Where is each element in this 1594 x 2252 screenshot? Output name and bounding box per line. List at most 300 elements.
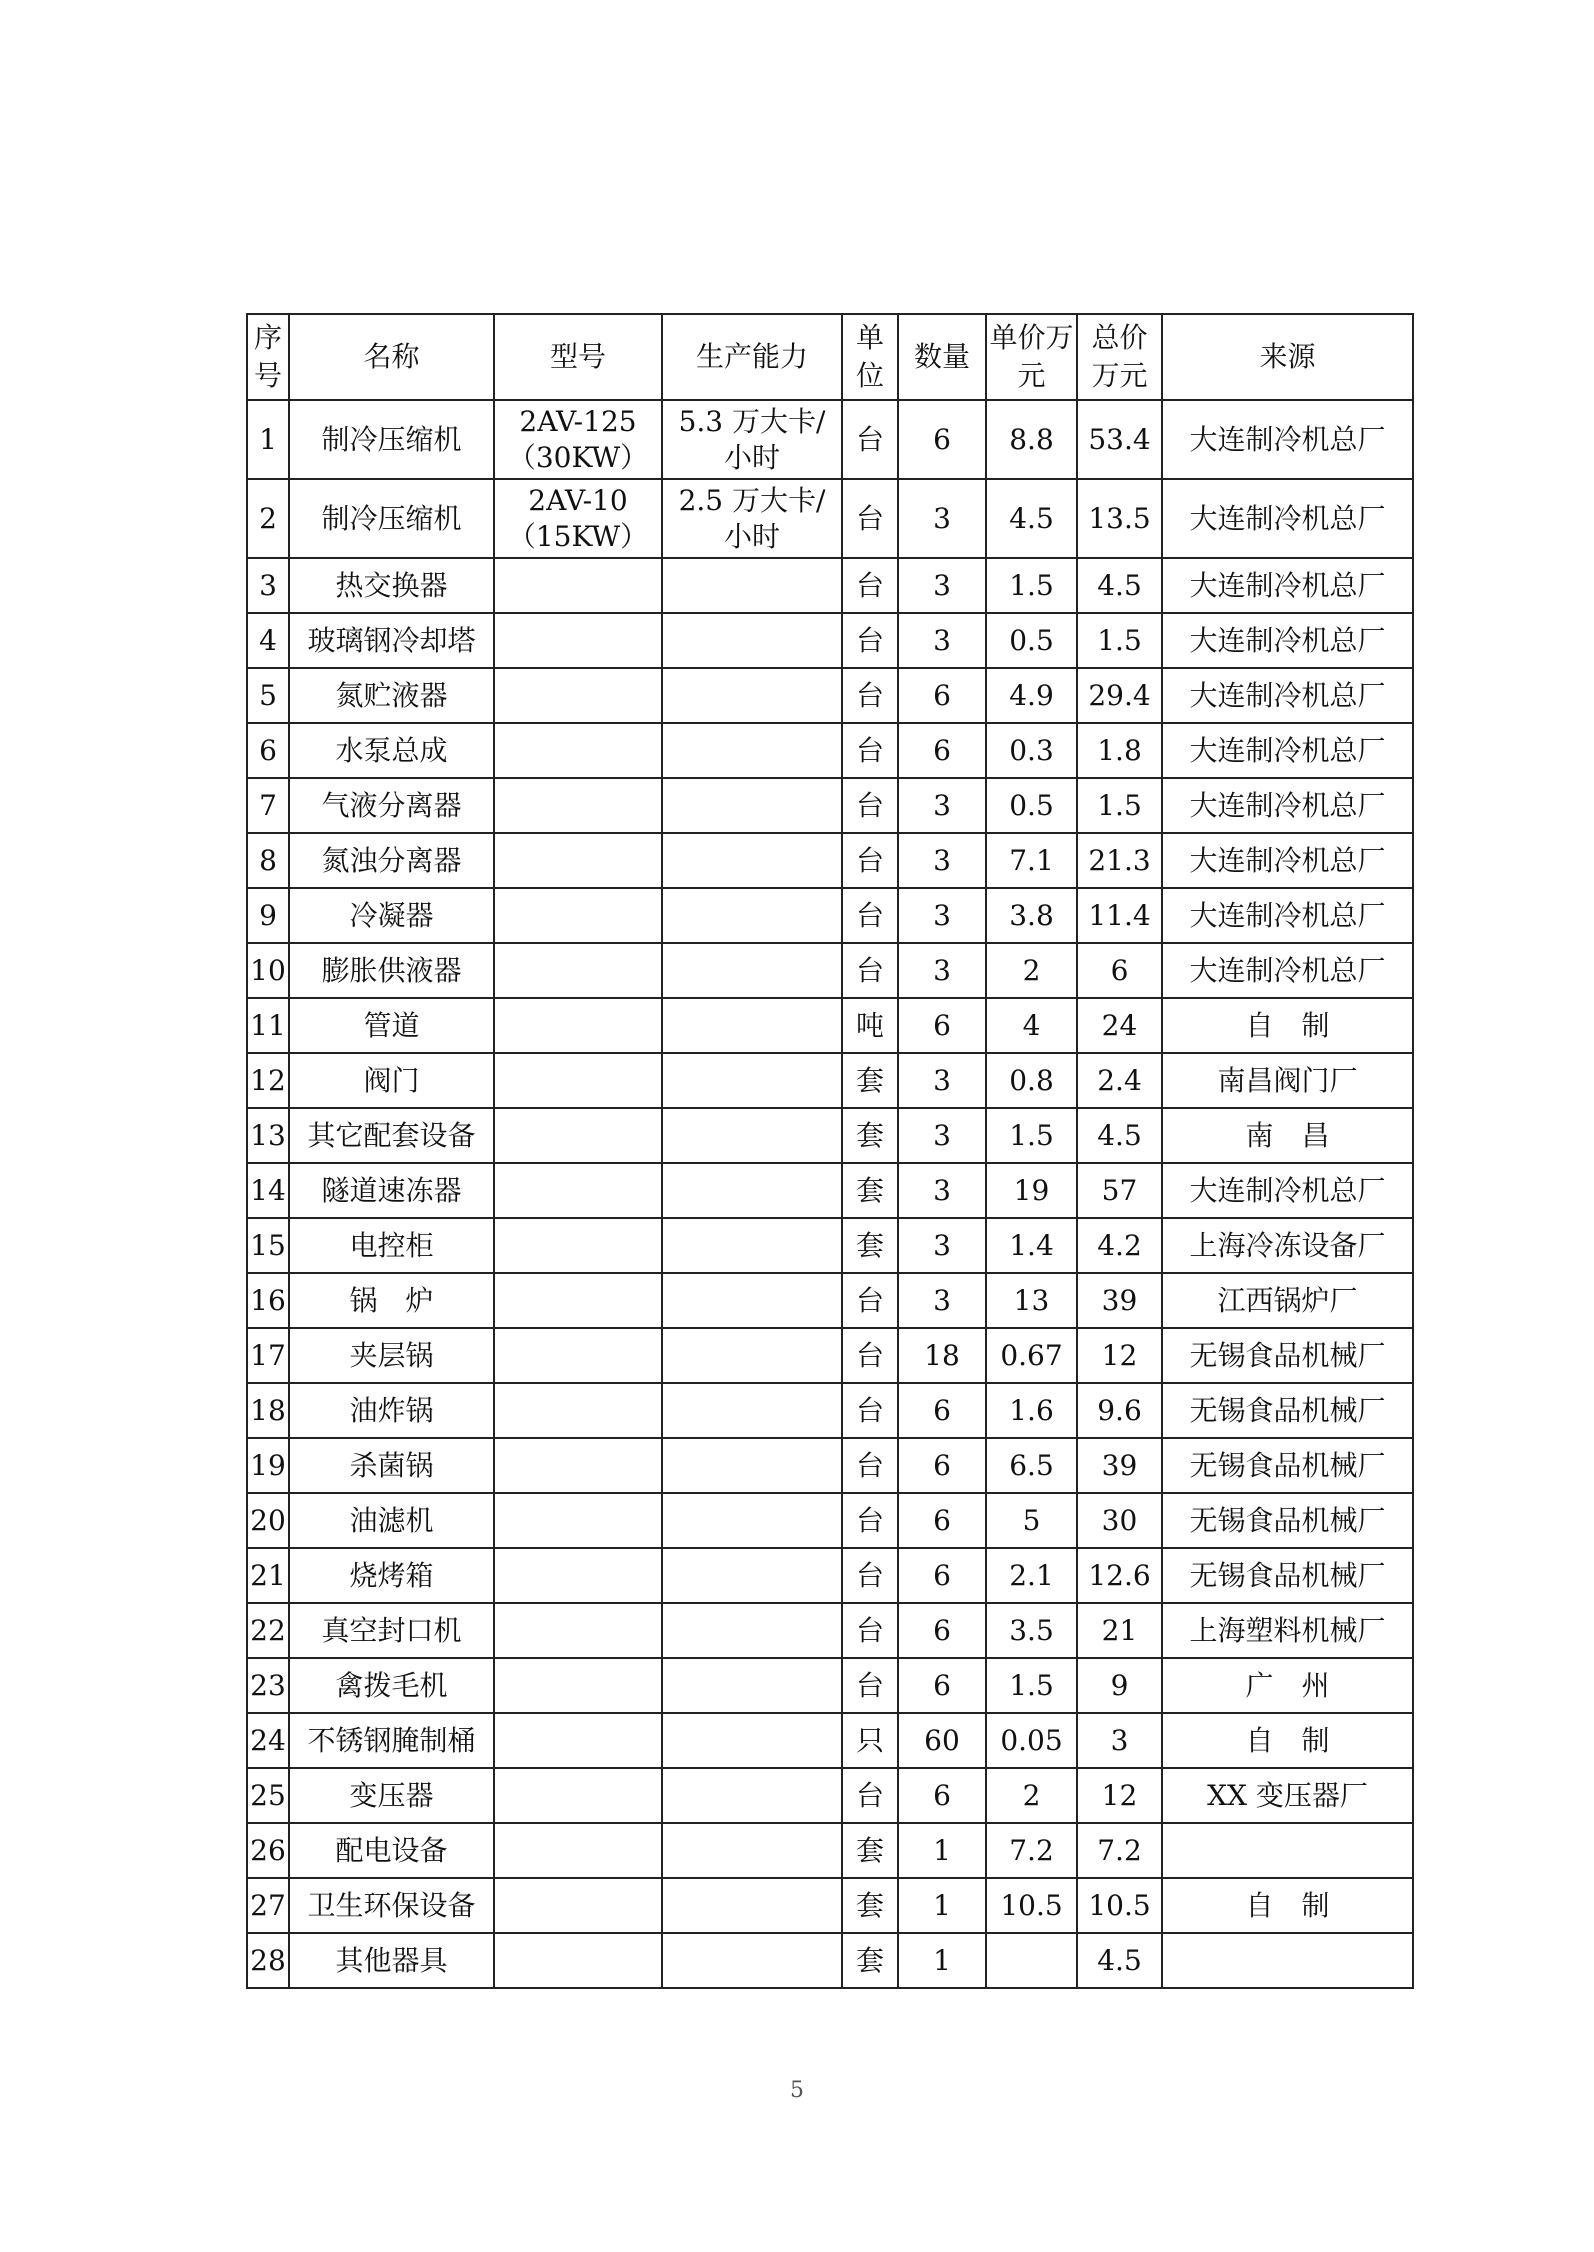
cell-capacity: [662, 1218, 842, 1273]
cell-qty-text: 6: [933, 422, 951, 456]
cell-name: [289, 943, 494, 998]
cell-capacity: [662, 400, 842, 479]
cell-name-text: 膨胀供液器: [321, 953, 462, 987]
table-row: [247, 400, 1413, 479]
cell-qty-text: 6: [933, 1558, 951, 1592]
cell-model-text: 2AV-10 （15KW）: [507, 483, 649, 553]
cell-name: [289, 888, 494, 943]
cell-no: [247, 558, 289, 613]
cell-unit-price: [986, 1933, 1077, 1988]
cell-no-text: 4: [259, 623, 277, 657]
cell-qty-text: 3: [933, 1228, 951, 1262]
cell-total-price-text: 4.2: [1097, 1228, 1142, 1262]
table-row: [247, 1548, 1413, 1603]
table-row: [247, 943, 1413, 998]
cell-unit-price: [986, 778, 1077, 833]
cell-no-text: 2: [259, 501, 277, 535]
cell-qty: [898, 1328, 986, 1383]
cell-no: [247, 1218, 289, 1273]
header-no-text: 序号: [253, 321, 282, 392]
table-row: [247, 1603, 1413, 1658]
cell-qty-text: 6: [933, 1668, 951, 1702]
cell-name-text: 真空封口机: [321, 1613, 462, 1647]
cell-unit-price-text: 2: [1022, 1778, 1041, 1812]
cell-model: [494, 1438, 662, 1493]
cell-no-text: 14: [250, 1173, 286, 1207]
cell-source: [1162, 998, 1413, 1053]
cell-total-price-text: 21.3: [1088, 843, 1151, 877]
cell-name: [289, 1273, 494, 1328]
cell-total-price: [1077, 833, 1162, 888]
cell-no-text: 9: [259, 898, 277, 932]
cell-model: [494, 723, 662, 778]
table-row: [247, 613, 1413, 668]
cell-name: [289, 1933, 494, 1988]
cell-no: [247, 1273, 289, 1328]
table-row: [247, 1383, 1413, 1438]
cell-unit-text: 台: [855, 1338, 884, 1372]
cell-unit: [842, 1768, 898, 1823]
cell-no: [247, 998, 289, 1053]
cell-unit-price: [986, 613, 1077, 668]
cell-source-text: 南 昌: [1245, 1118, 1330, 1152]
cell-qty: [898, 1713, 986, 1768]
cell-qty: [898, 1823, 986, 1878]
cell-source-text: 江西锅炉厂: [1217, 1283, 1358, 1317]
cell-unit-text: 台: [855, 1668, 884, 1702]
cell-total-price-text: 10.5: [1088, 1888, 1151, 1922]
cell-unit-price: [986, 558, 1077, 613]
cell-name: [289, 1548, 494, 1603]
cell-unit-text: 套: [855, 1063, 884, 1097]
cell-no-text: 5: [259, 678, 277, 712]
cell-total-price-text: 1.8: [1097, 733, 1142, 767]
cell-source-text: 无锡食品机械厂: [1189, 1448, 1386, 1482]
cell-no: [247, 1713, 289, 1768]
cell-unit-text: 套: [855, 1173, 884, 1207]
cell-qty: [898, 1768, 986, 1823]
cell-total-price-text: 53.4: [1088, 422, 1151, 456]
table-row: [247, 1878, 1413, 1933]
cell-unit-text: 台: [855, 953, 884, 987]
cell-unit-price-text: 1.5: [1009, 1118, 1054, 1152]
cell-model: [494, 1933, 662, 1988]
cell-name-text: 夹层锅: [349, 1338, 434, 1372]
cell-total-price-text: 24: [1101, 1008, 1138, 1042]
cell-total-price-text: 4.5: [1097, 1118, 1142, 1152]
cell-total-price: [1077, 1218, 1162, 1273]
cell-qty-text: 3: [933, 953, 951, 987]
cell-total-price-text: 30: [1101, 1503, 1138, 1537]
cell-capacity: [662, 1768, 842, 1823]
cell-qty: [898, 943, 986, 998]
cell-qty-text: 6: [933, 1008, 951, 1042]
cell-capacity: [662, 1878, 842, 1933]
cell-source-text: 自 制: [1245, 1888, 1330, 1922]
cell-source: [1162, 558, 1413, 613]
cell-model: [494, 668, 662, 723]
cell-unit-price: [986, 1493, 1077, 1548]
cell-model: [494, 479, 662, 558]
cell-source: [1162, 1548, 1413, 1603]
cell-unit-price: [986, 1878, 1077, 1933]
cell-name: [289, 778, 494, 833]
table-row: [247, 558, 1413, 613]
cell-name-text: 其他器具: [335, 1943, 448, 1977]
cell-model: [494, 1053, 662, 1108]
header-total-price: [1077, 314, 1162, 400]
cell-total-price: [1077, 479, 1162, 558]
cell-capacity: [662, 1053, 842, 1108]
cell-no: [247, 1053, 289, 1108]
cell-unit-price-text: 1.5: [1009, 1668, 1054, 1702]
cell-unit: [842, 723, 898, 778]
cell-model: [494, 613, 662, 668]
cell-capacity: [662, 1658, 842, 1713]
cell-total-price: [1077, 1713, 1162, 1768]
cell-no-text: 8: [259, 843, 277, 877]
cell-unit-price-text: 19: [1013, 1173, 1050, 1207]
cell-source-text: 无锡食品机械厂: [1189, 1393, 1386, 1427]
cell-model: [494, 1383, 662, 1438]
cell-source-text: 大连制冷机总厂: [1189, 953, 1386, 987]
cell-unit: [842, 778, 898, 833]
cell-qty-text: 6: [933, 1503, 951, 1537]
cell-unit-price: [986, 1658, 1077, 1713]
cell-total-price-text: 21: [1101, 1613, 1138, 1647]
table-row: [247, 1273, 1413, 1328]
cell-source-text: 大连制冷机总厂: [1189, 422, 1386, 456]
cell-unit-price-text: 10.5: [1000, 1888, 1063, 1922]
cell-source: [1162, 1658, 1413, 1713]
cell-unit-text: 台: [855, 1613, 884, 1647]
cell-total-price: [1077, 668, 1162, 723]
cell-no-text: 15: [250, 1228, 286, 1262]
cell-capacity: [662, 668, 842, 723]
cell-unit-price: [986, 1218, 1077, 1273]
cell-unit-price: [986, 1823, 1077, 1878]
cell-unit-price-text: 3.8: [1009, 898, 1054, 932]
cell-model: [494, 1273, 662, 1328]
cell-source: [1162, 1383, 1413, 1438]
cell-unit-price-text: 4.5: [1009, 501, 1054, 535]
cell-unit-text: 台: [855, 733, 884, 767]
cell-qty: [898, 1163, 986, 1218]
cell-unit: [842, 1053, 898, 1108]
cell-unit-price-text: 0.5: [1009, 623, 1054, 657]
cell-unit-text: 台: [855, 843, 884, 877]
cell-source: [1162, 668, 1413, 723]
cell-qty-text: 3: [933, 1063, 951, 1097]
cell-capacity: [662, 833, 842, 888]
cell-unit-price: [986, 833, 1077, 888]
cell-qty-text: 3: [933, 843, 951, 877]
cell-total-price: [1077, 558, 1162, 613]
cell-total-price: [1077, 1823, 1162, 1878]
cell-total-price: [1077, 723, 1162, 778]
cell-model: [494, 1328, 662, 1383]
cell-total-price: [1077, 1108, 1162, 1163]
cell-qty-text: 6: [933, 1393, 951, 1427]
cell-source: [1162, 943, 1413, 998]
cell-source: [1162, 723, 1413, 778]
cell-source: [1162, 1218, 1413, 1273]
cell-total-price-text: 29.4: [1088, 678, 1151, 712]
cell-no-text: 3: [259, 568, 277, 602]
cell-qty: [898, 998, 986, 1053]
cell-unit: [842, 1108, 898, 1163]
table-row: [247, 1933, 1413, 1988]
cell-unit: [842, 1218, 898, 1273]
cell-unit-price-text: 1.6: [1009, 1393, 1054, 1427]
cell-name-text: 隧道速冻器: [321, 1173, 462, 1207]
header-source: 来源: [1162, 314, 1413, 400]
cell-name-text: 制冷压缩机: [321, 501, 462, 535]
cell-name: [289, 400, 494, 479]
cell-qty-text: 6: [933, 678, 951, 712]
cell-total-price: [1077, 1273, 1162, 1328]
cell-unit-price-text: 7.2: [1009, 1833, 1054, 1867]
cell-name: [289, 1218, 494, 1273]
cell-capacity: [662, 479, 842, 558]
cell-unit: [842, 479, 898, 558]
cell-source-text: 大连制冷机总厂: [1189, 501, 1386, 535]
cell-unit-price: [986, 943, 1077, 998]
cell-capacity-text: 5.3 万大卡/ 小时: [678, 404, 826, 474]
cell-qty-text: 3: [933, 1283, 951, 1317]
cell-name: [289, 1438, 494, 1493]
cell-model: [494, 943, 662, 998]
cell-total-price: [1077, 1493, 1162, 1548]
cell-total-price: [1077, 1658, 1162, 1713]
cell-source: [1162, 1713, 1413, 1768]
cell-qty-text: 3: [933, 1173, 951, 1207]
cell-no: [247, 1658, 289, 1713]
cell-name: [289, 723, 494, 778]
cell-unit-price-text: 4: [1022, 1008, 1041, 1042]
cell-total-price-text: 39: [1101, 1448, 1138, 1482]
cell-no-text: 28: [250, 1943, 286, 1977]
cell-total-price-text: 6: [1110, 953, 1129, 987]
cell-name-text: 冷凝器: [349, 898, 434, 932]
cell-model: [494, 1713, 662, 1768]
cell-unit-price-text: 1.5: [1009, 568, 1054, 602]
cell-unit: [842, 1438, 898, 1493]
cell-qty-text: 3: [933, 1118, 951, 1152]
cell-no-text: 26: [250, 1833, 286, 1867]
cell-unit: [842, 1493, 898, 1548]
cell-qty: [898, 778, 986, 833]
cell-total-price-text: 9.6: [1097, 1393, 1142, 1427]
cell-qty: [898, 888, 986, 943]
cell-capacity: [662, 1273, 842, 1328]
table-row: [247, 1713, 1413, 1768]
cell-name-text: 热交换器: [335, 568, 448, 602]
cell-unit-price: [986, 1053, 1077, 1108]
cell-model: [494, 1163, 662, 1218]
cell-model: [494, 1108, 662, 1163]
cell-qty: [898, 1438, 986, 1493]
cell-name: [289, 1493, 494, 1548]
cell-unit-text: 吨: [855, 1008, 884, 1042]
cell-unit: [842, 1548, 898, 1603]
cell-source-text: 无锡食品机械厂: [1189, 1503, 1386, 1537]
header-unit: [842, 314, 898, 400]
cell-no-text: 13: [250, 1118, 286, 1152]
cell-unit-text: 台: [855, 898, 884, 932]
table-row: [247, 1218, 1413, 1273]
cell-no: [247, 668, 289, 723]
cell-no-text: 23: [250, 1668, 286, 1702]
cell-source: [1162, 1603, 1413, 1658]
cell-unit-price-text: 3.5: [1009, 1613, 1054, 1647]
cell-model: [494, 1658, 662, 1713]
table-row: [247, 1108, 1413, 1163]
cell-qty: [898, 1548, 986, 1603]
table-row: [247, 888, 1413, 943]
cell-no-text: 18: [250, 1393, 286, 1427]
cell-source-text: 大连制冷机总厂: [1189, 898, 1386, 932]
cell-capacity: [662, 998, 842, 1053]
cell-no: [247, 833, 289, 888]
cell-source: [1162, 613, 1413, 668]
cell-no-text: 24: [250, 1723, 286, 1757]
page-number: 5: [790, 2078, 804, 2103]
cell-unit-price: [986, 1383, 1077, 1438]
cell-name: [289, 1658, 494, 1713]
cell-qty-text: 18: [924, 1338, 960, 1372]
cell-name: [289, 1328, 494, 1383]
cell-unit-price-text: 5: [1022, 1503, 1041, 1537]
cell-no: [247, 888, 289, 943]
cell-qty: [898, 1108, 986, 1163]
cell-no: [247, 723, 289, 778]
cell-no: [247, 479, 289, 558]
cell-model-text: 2AV-125 （30KW）: [507, 404, 649, 474]
cell-no: [247, 400, 289, 479]
cell-unit: [842, 1878, 898, 1933]
cell-source-text: 大连制冷机总厂: [1189, 788, 1386, 822]
cell-source-text: 上海冷冻设备厂: [1189, 1228, 1386, 1262]
cell-name: [289, 479, 494, 558]
cell-name: [289, 1053, 494, 1108]
cell-no-text: 20: [250, 1503, 286, 1537]
cell-unit: [842, 943, 898, 998]
cell-unit: [842, 668, 898, 723]
cell-name-text: 杀菌锅: [349, 1448, 434, 1482]
table-header: [247, 314, 1413, 400]
cell-name-text: 氮贮液器: [335, 678, 448, 712]
cell-unit: [842, 1658, 898, 1713]
cell-total-price: [1077, 1383, 1162, 1438]
cell-total-price-text: 12.6: [1088, 1558, 1151, 1592]
cell-no: [247, 1328, 289, 1383]
cell-source-text: 南昌阀门厂: [1217, 1063, 1358, 1097]
cell-total-price: [1077, 1163, 1162, 1218]
cell-no: [247, 1438, 289, 1493]
cell-unit-text: 台: [855, 1503, 884, 1537]
cell-source: [1162, 1768, 1413, 1823]
cell-capacity: [662, 778, 842, 833]
cell-capacity: [662, 558, 842, 613]
cell-capacity: [662, 1603, 842, 1658]
cell-unit-price-text: 0.5: [1009, 788, 1054, 822]
cell-qty-text: 6: [933, 733, 951, 767]
cell-source: [1162, 479, 1413, 558]
cell-unit-text: 台: [855, 422, 884, 456]
cell-unit-price: [986, 1603, 1077, 1658]
cell-unit-price: [986, 1328, 1077, 1383]
cell-capacity: [662, 888, 842, 943]
cell-total-price: [1077, 1603, 1162, 1658]
cell-qty-text: 6: [933, 1448, 951, 1482]
table-row: [247, 1053, 1413, 1108]
cell-total-price: [1077, 778, 1162, 833]
cell-qty: [898, 668, 986, 723]
table-row: [247, 1328, 1413, 1383]
cell-total-price: [1077, 943, 1162, 998]
cell-source-text: 无锡食品机械厂: [1189, 1558, 1386, 1592]
cell-no: [247, 1603, 289, 1658]
table-row: [247, 1658, 1413, 1713]
table-row: [247, 1493, 1413, 1548]
cell-total-price-text: 12: [1101, 1338, 1138, 1372]
cell-unit-price: [986, 998, 1077, 1053]
cell-capacity: [662, 1438, 842, 1493]
cell-model: [494, 1493, 662, 1548]
cell-source-text: 大连制冷机总厂: [1189, 678, 1386, 712]
cell-unit-text: 台: [855, 788, 884, 822]
cell-total-price-text: 4.5: [1097, 1943, 1142, 1977]
header-row: [247, 314, 1413, 400]
cell-unit-price-text: 2.1: [1009, 1558, 1054, 1592]
cell-total-price-text: 11.4: [1088, 898, 1151, 932]
cell-name-text: 锅 炉: [349, 1283, 434, 1317]
cell-model: [494, 778, 662, 833]
cell-name-text: 其它配套设备: [307, 1118, 476, 1152]
cell-capacity: [662, 613, 842, 668]
table-row: [247, 1163, 1413, 1218]
cell-total-price: [1077, 1878, 1162, 1933]
cell-qty: [898, 1493, 986, 1548]
cell-no: [247, 943, 289, 998]
cell-name-text: 油滤机: [349, 1503, 434, 1537]
cell-source-text: 自 制: [1245, 1723, 1330, 1757]
cell-name-text: 气液分离器: [321, 788, 462, 822]
cell-name: [289, 1878, 494, 1933]
cell-no: [247, 1163, 289, 1218]
cell-total-price-text: 2.4: [1097, 1063, 1142, 1097]
cell-total-price: [1077, 888, 1162, 943]
cell-total-price-text: 12: [1101, 1778, 1138, 1812]
cell-total-price: [1077, 400, 1162, 479]
cell-unit-text: 套: [855, 1943, 884, 1977]
cell-source: [1162, 1163, 1413, 1218]
cell-source-text: 大连制冷机总厂: [1189, 568, 1386, 602]
cell-name-text: 管道: [363, 1008, 420, 1042]
cell-model: [494, 1218, 662, 1273]
cell-no-text: 21: [250, 1558, 286, 1592]
cell-no-text: 25: [250, 1778, 286, 1812]
cell-no-text: 22: [250, 1613, 286, 1647]
cell-unit-text: 台: [855, 1393, 884, 1427]
cell-model: [494, 833, 662, 888]
cell-name-text: 不锈钢腌制桶: [307, 1723, 476, 1757]
cell-capacity: [662, 1713, 842, 1768]
cell-unit-price: [986, 888, 1077, 943]
cell-total-price-text: 1.5: [1097, 788, 1142, 822]
table-row: [247, 833, 1413, 888]
